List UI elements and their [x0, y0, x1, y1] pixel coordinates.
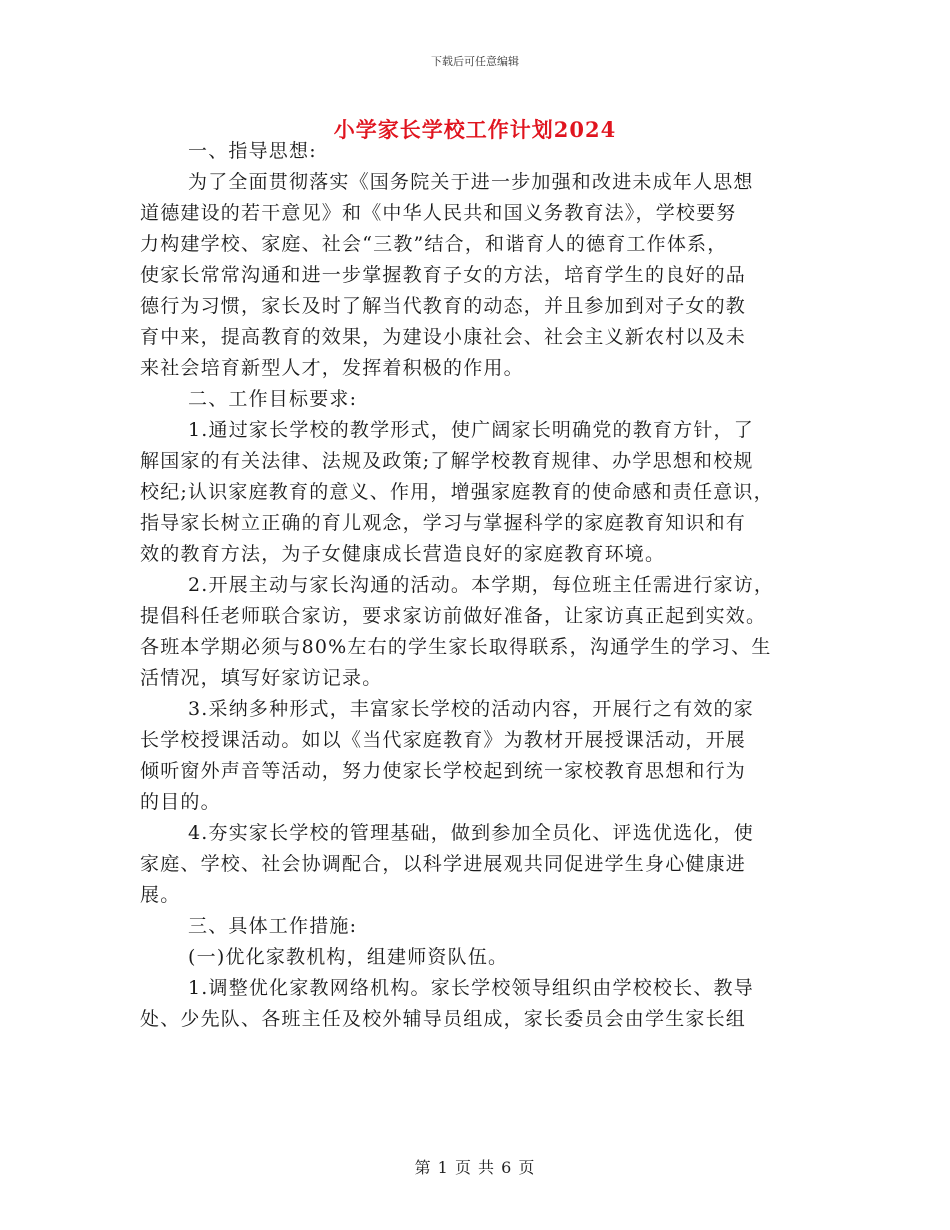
text-line: 为了全面贯彻落实《国务院关于进一步加强和改进未成年人思想 — [188, 171, 754, 193]
text-line: 长学校授课活动。如以《当代家庭教育》为教材开展授课活动，开展 — [140, 729, 747, 751]
document-body — [140, 136, 816, 1035]
text-line: 家庭、学校、社会协调配合，以科学进展观共同促进学生身心健康进 — [140, 853, 747, 875]
text-line: 2.开展主动与家长沟通的活动。本学期，每位班主任需进行家访， — [188, 574, 775, 596]
text-line: 效的教育方法，为子女健康成长营造良好的家庭教育环境。 — [140, 543, 666, 565]
page-footer: 第 1 页 共 6 页 — [414, 1158, 536, 1177]
text-line: (一)优化家教机构，组建师资队伍。 — [188, 946, 509, 968]
text-line: 提倡科任老师联合家访，要求家访前做好准备，让家访真正起到实效。 — [140, 605, 767, 627]
text-line: 1.通过家长学校的教学形式，使广阔家长明确党的教育方针，了 — [188, 419, 754, 441]
text-line: 力构建学校、家庭、社会“三教”结合，和谐育人的德育工作体系， — [140, 233, 728, 255]
text-line: 展。 — [140, 884, 181, 906]
text-line: 德行为习惯，家长及时了解当代教育的动态，并且参加到对子女的教 — [140, 295, 747, 317]
document-title: 小学家长学校工作计划2024 — [333, 117, 617, 142]
header-note: 下载后可任意编辑 — [431, 55, 519, 68]
text-line: 处、少先队、各班主任及校外辅导员组成，家长委员会由学生家长组 — [140, 1008, 747, 1030]
text-line: 倾听窗外声音等活动，努力使家长学校起到统一家校教育思想和行为 — [140, 760, 747, 782]
text-line: 来社会培育新型人才，发挥着积极的作用。 — [140, 357, 524, 379]
text-line: 三、具体工作措施: — [188, 915, 358, 937]
text-line: 解国家的有关法律、法规及政策;了解学校教育规律、办学思想和校规 — [140, 450, 754, 472]
text-line: 3.采纳多种形式，丰富家长学校的活动内容，开展行之有效的家 — [188, 698, 754, 720]
text-line: 使家长常常沟通和进一步掌握教育子女的方法，培育学生的良好的品 — [140, 264, 747, 286]
text-line: 指导家长树立正确的育儿观念，学习与掌握科学的家庭教育知识和有 — [140, 512, 747, 534]
text-line: 育中来，提高教育的效果，为建设小康社会、社会主义新农村以及未 — [140, 326, 747, 348]
text-line: 各班本学期必须与80%左右的学生家长取得联系，沟通学生的学习、生 — [140, 636, 772, 658]
text-line: 一、指导思想: — [188, 140, 317, 162]
text-line: 道德建设的若干意见》和《中华人民共和国义务教育法》，学校要努 — [140, 202, 737, 224]
text-line: 的目的。 — [140, 791, 221, 813]
text-line: 1.调整优化家教网络机构。家长学校领导组织由学校校长、教导 — [188, 977, 754, 999]
text-line: 4.夯实家长学校的管理基础，做到参加全员化、评选优选化，使 — [188, 822, 754, 844]
text-line: 校纪;认识家庭教育的意义、作用，增强家庭教育的使命感和责任意识， — [140, 481, 774, 503]
text-line: 活情况，填写好家访记录。 — [140, 667, 383, 689]
text-line: 二、工作目标要求: — [188, 388, 358, 410]
